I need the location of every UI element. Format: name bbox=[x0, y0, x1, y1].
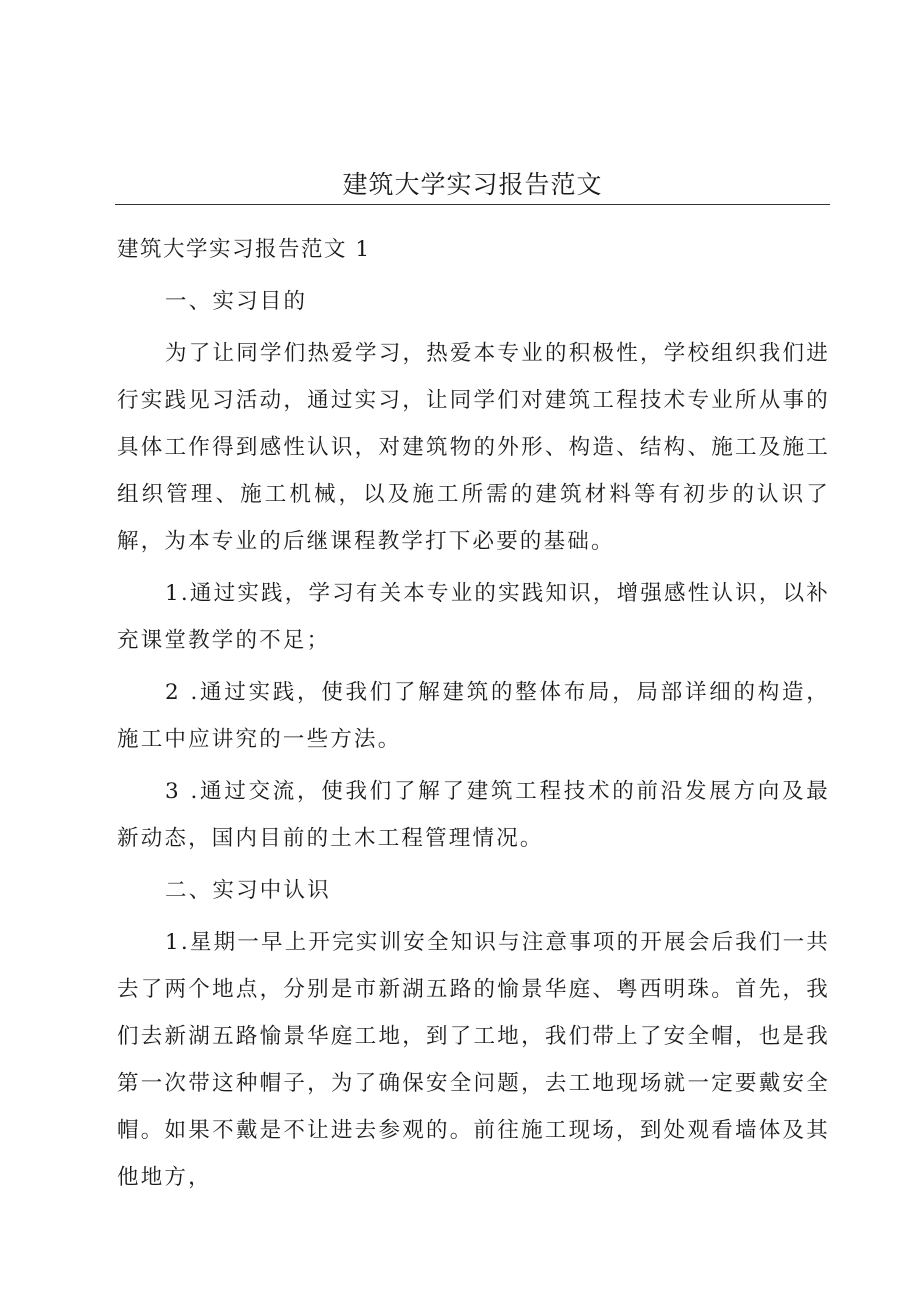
paragraph-item-3: 3 .通过交流，使我们了解了建筑工程技术的前沿发展方向及最新动态，国内目前的土木工程管理情况。 bbox=[117, 779, 830, 851]
paragraph-item-2: 2 .通过实践，使我们了解建筑的整体布局，局部详细的构造，施工中应讲究的一些方法。 bbox=[117, 680, 830, 752]
paragraph-recognition-1: 1.星期一早上开完实训安全知识与注意事项的开展会后我们一共去了两个地点，分别是市新湖五路的愉景华庭、粤西明珠。首先，我们去新湖五路愉景华庭工地，到了工地，我们带上了安全帽，也是我第一次带这种帽子，为了确保安全问题，去工地现场就一定要戴安全帽。如果不戴是不让进去参观的。前往施工现场，到处观看墙体及其他地方， bbox=[117, 930, 830, 1190]
section-heading: 建筑大学实习报告范文 1 bbox=[117, 237, 371, 262]
paragraph-purpose-heading: 一、实习目的 bbox=[165, 289, 308, 314]
paragraph-purpose: 为了让同学们热爱学习，热爱本专业的积极性，学校组织我们进行实践见习活动，通过实习，让同学们对建筑工程技术专业所从事的具体工作得到感性认识，对建筑物的外形、构造、结构、施工及施工组织管理、施工机械，以及施工所需的建筑材料等有初步的认识了解，为本专业的后继课程教学打下必要的基础。 bbox=[117, 341, 830, 554]
document-body bbox=[117, 226, 830, 1201]
document-title: 建筑大学实习报告范文 bbox=[115, 168, 830, 205]
paragraph-recognition-heading: 二、实习中认识 bbox=[165, 878, 331, 903]
paragraph-item-1: 1.通过实践，学习有关本专业的实践知识，增强感性认识，以补充课堂教学的不足； bbox=[117, 581, 830, 653]
